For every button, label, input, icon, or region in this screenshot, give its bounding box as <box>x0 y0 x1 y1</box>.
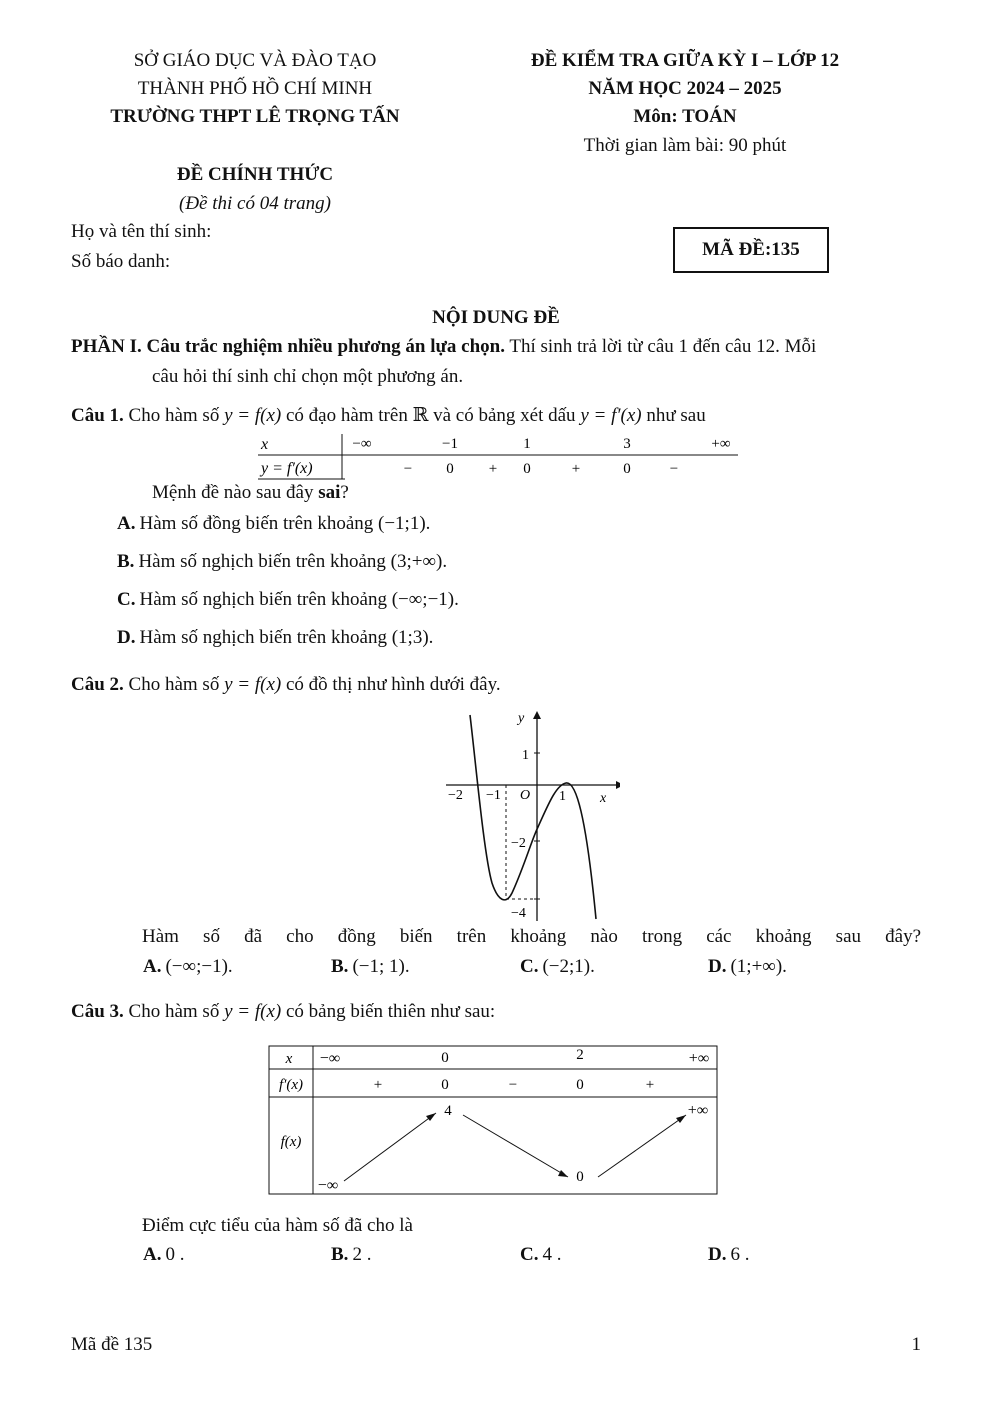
student-name-label: Họ và tên thí sinh: <box>71 221 212 242</box>
option-text: 2 . <box>352 1244 372 1265</box>
q1-prompt-a: Mệnh đề nào sau đây <box>152 482 319 503</box>
origin-label: O <box>520 788 531 803</box>
option-text: Hàm số nghịch biến trên khoảng (1;3). <box>139 627 434 648</box>
variation-x-value: −∞ <box>319 1050 341 1067</box>
q3-stem <box>71 1001 495 1023</box>
q2-stem <box>71 674 501 696</box>
option-letter: B. <box>117 551 135 572</box>
sign-table-x-value: −1 <box>442 436 458 452</box>
variation-table-border <box>269 1046 717 1194</box>
city-name: THÀNH PHỐ HỒ CHÍ MINH <box>137 78 373 99</box>
function-curve <box>470 715 596 919</box>
exam-title: ĐỀ KIỂM TRA GIỮA KỲ I – LỚP 12 <box>530 50 840 71</box>
q1-option-a[interactable] <box>117 513 430 535</box>
q3-option-b[interactable] <box>331 1244 371 1266</box>
q1-label: Câu 1. <box>71 405 124 426</box>
option-text: (−∞;−1). <box>165 956 233 977</box>
q2-label: Câu 2. <box>71 674 124 695</box>
q2-text-b: có đồ thị như hình dưới đây. <box>281 674 501 695</box>
variation-f-value: 4 <box>444 1103 452 1119</box>
variation-sign: + <box>373 1077 383 1093</box>
y-axis-label: y <box>518 711 525 726</box>
footer-exam-code: Mã đề 135 <box>71 1334 153 1355</box>
q3-func: y = f(x) <box>224 1001 282 1022</box>
variation-f-value: +∞ <box>687 1102 709 1119</box>
page-count-note: (Đề thi có 04 trang) <box>179 193 331 214</box>
q3-option-a[interactable] <box>143 1244 184 1266</box>
option-text: (1;+∞). <box>730 956 787 977</box>
option-letter: B. <box>331 1244 349 1265</box>
sign-table-x-label: x <box>261 436 269 453</box>
tick-label: −1 <box>486 788 501 803</box>
q3-text-b: có bảng biến thiên như sau: <box>281 1001 496 1022</box>
q1-func: y = f(x) <box>224 405 282 426</box>
q1-prompt <box>152 482 349 504</box>
q2-func: y = f(x) <box>224 674 282 695</box>
sign-table-x-value: +∞ <box>711 436 731 452</box>
q2-text-a: Cho hàm số <box>123 674 225 695</box>
q3-label: Câu 3. <box>71 1001 124 1022</box>
variation-sign: 0 <box>441 1077 449 1093</box>
tick-label: −2 <box>511 836 526 851</box>
variation-f-value: 0 <box>576 1169 584 1185</box>
decrease-arrow <box>463 1115 568 1177</box>
tick-label: −2 <box>448 788 463 803</box>
q2-option-b[interactable] <box>331 956 410 978</box>
q1-option-c[interactable] <box>117 589 459 611</box>
time-limit: Thời gian làm bài: 90 phút <box>583 135 787 156</box>
option-text: Hàm số nghịch biến trên khoảng (−∞;−1). <box>139 589 459 610</box>
tick-label: 1 <box>559 789 566 804</box>
q1-stem <box>71 404 706 427</box>
sign-table-x-value: 1 <box>523 436 531 452</box>
sign-table-deriv-label: y = f′(x) <box>261 460 313 477</box>
sign-table-sign: − <box>403 461 413 477</box>
variation-deriv-label: f′(x) <box>278 1077 304 1093</box>
option-text: 4 . <box>542 1244 562 1265</box>
sign-table-sign: − <box>669 461 679 477</box>
q3-option-d[interactable] <box>708 1244 749 1266</box>
variation-f-label: f(x) <box>280 1134 302 1150</box>
sign-table-sign: 0 <box>523 461 531 477</box>
exam-code: MÃ ĐỀ:135 <box>702 239 800 260</box>
option-letter: D. <box>708 1244 727 1265</box>
part1-heading: PHẦN I. Câu trắc nghiệm nhiều phương án lựa chọn. <box>71 336 505 357</box>
variation-f-value: −∞ <box>317 1177 339 1194</box>
q1-prompt-b: ? <box>340 482 349 503</box>
q2-option-c[interactable] <box>520 956 595 978</box>
tick-label: 1 <box>522 748 529 763</box>
option-text: 6 . <box>730 1244 750 1265</box>
page-number: 1 <box>911 1334 921 1355</box>
part1-instruction: Thí sinh trả lời từ câu 1 đến câu 12. Mỗi <box>504 336 817 357</box>
q3-option-c[interactable] <box>520 1244 561 1266</box>
q1-text-c: như sau <box>641 405 706 426</box>
q1-text-a: Cho hàm số <box>123 405 225 426</box>
variation-x-value: +∞ <box>688 1050 710 1067</box>
department-name: SỞ GIÁO DỤC VÀ ĐÀO TẠO <box>133 50 377 71</box>
sign-table-x-value: −∞ <box>352 436 372 452</box>
option-text: 0 . <box>165 1244 185 1265</box>
x-axis-arrow <box>616 781 620 789</box>
q1-option-d[interactable] <box>117 627 433 649</box>
q2-prompt: Hàm số đã cho đồng biến trên khoảng nào trong các khoảng sau đây? <box>142 926 921 947</box>
variation-sign: + <box>645 1077 655 1093</box>
variation-table <box>268 1045 720 1197</box>
sign-table-sign: 0 <box>623 461 631 477</box>
content-title: NỘI DUNG ĐỀ <box>432 307 560 328</box>
school-year: NĂM HỌC 2024 – 2025 <box>588 78 782 99</box>
official-label: ĐỀ CHÍNH THỨC <box>176 164 334 185</box>
option-text: Hàm số nghịch biến trên khoảng (3;+∞). <box>138 551 448 572</box>
arrow-head <box>558 1170 568 1177</box>
variation-x-value: 0 <box>441 1050 449 1066</box>
option-letter: B. <box>331 956 349 977</box>
option-text: Hàm số đồng biến trên khoảng (−1;1). <box>139 513 431 534</box>
school-name: TRƯỜNG THPT LÊ TRỌNG TẤN <box>110 106 400 127</box>
arrow-head <box>676 1115 686 1123</box>
option-text: (−2;1). <box>542 956 595 977</box>
q2-option-d[interactable] <box>708 956 787 978</box>
sign-table-sign: + <box>488 461 498 477</box>
q1-option-b[interactable] <box>117 551 447 573</box>
option-letter: C. <box>117 589 136 610</box>
increase-arrow <box>598 1115 686 1177</box>
option-letter: A. <box>117 513 136 534</box>
part1-heading-line <box>71 336 816 358</box>
subject: Môn: TOÁN <box>633 106 737 127</box>
exam-code-box <box>673 227 829 273</box>
q1-text-b: có đạo hàm trên ℝ và có bảng xét dấu <box>281 405 581 426</box>
increase-arrow <box>344 1113 436 1181</box>
option-letter: A. <box>143 956 162 977</box>
variation-x-value: 2 <box>576 1047 584 1063</box>
y-axis-arrow <box>533 711 541 719</box>
variation-sign: − <box>508 1077 518 1093</box>
part1-instruction-cont: câu hỏi thí sinh chỉ chọn một phương án. <box>152 366 464 387</box>
option-letter: C. <box>520 1244 539 1265</box>
q1-prompt-bold: sai <box>318 482 341 503</box>
option-letter: A. <box>143 1244 162 1265</box>
student-id-label: Số báo danh: <box>71 251 171 272</box>
x-axis-label: x <box>600 791 607 806</box>
option-letter: C. <box>520 956 539 977</box>
sign-table-sign: + <box>571 461 581 477</box>
option-letter: D. <box>708 956 727 977</box>
option-text: (−1; 1). <box>352 956 410 977</box>
variation-x-label: x <box>285 1051 293 1067</box>
sign-table <box>250 430 745 482</box>
q3-prompt: Điểm cực tiểu của hàm số đã cho là <box>142 1215 413 1236</box>
q2-graph <box>440 705 620 923</box>
q1-deriv: y = f′(x) <box>580 405 642 426</box>
sign-table-sign: 0 <box>446 461 454 477</box>
variation-sign: 0 <box>576 1077 584 1093</box>
option-letter: D. <box>117 627 136 648</box>
q2-option-a[interactable] <box>143 956 233 978</box>
tick-label: −4 <box>511 906 526 921</box>
q3-text-a: Cho hàm số <box>123 1001 225 1022</box>
sign-table-x-value: 3 <box>623 436 631 452</box>
